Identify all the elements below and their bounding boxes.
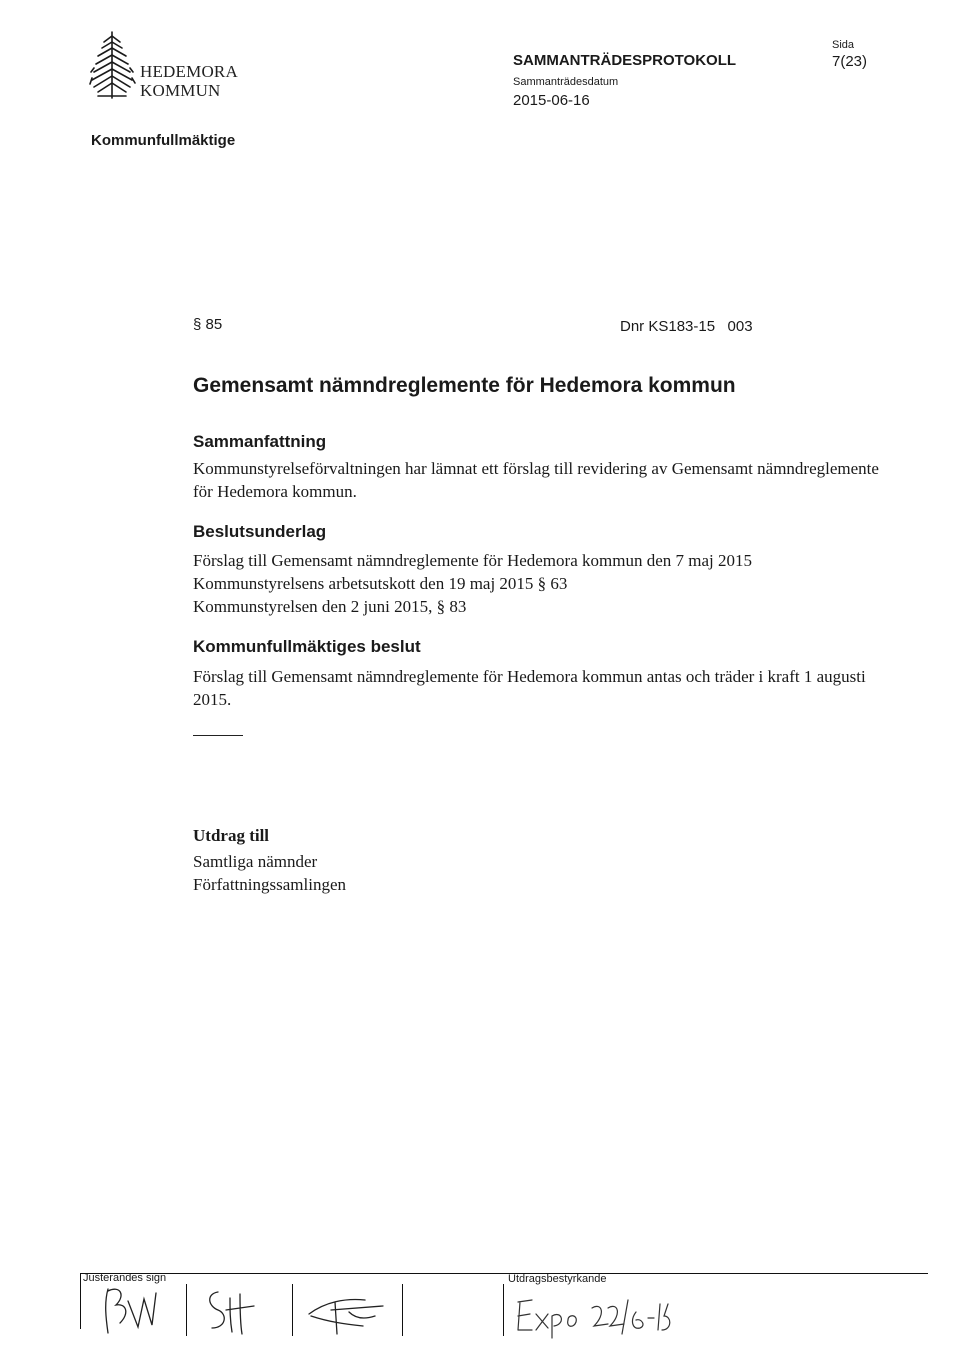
extract-recipient: Samtliga nämnder: [193, 852, 318, 871]
registration-number: Dnr KS183-15 003: [620, 318, 753, 335]
signature-divider: [292, 1284, 293, 1336]
page-label: Sida: [832, 39, 855, 51]
municipality-logo: [88, 28, 248, 98]
extract-heading: Utdrag till: [193, 826, 270, 845]
decision-text: Förslag till Gemensamt nämndreglemente för Hedemora kommun antas och träder i kraft 1 augusti 2015.: [193, 667, 866, 709]
handwritten-signature-1-icon: [98, 1283, 160, 1339]
basis-heading: Beslutsunderlag: [193, 522, 327, 541]
signature-divider: [186, 1284, 187, 1336]
document-type: SAMMANTRÄDESPROTOKOLL: [513, 52, 737, 69]
meeting-date-label: Sammanträdesdatum: [513, 76, 619, 88]
signature-divider: [503, 1284, 504, 1336]
decision-heading: Kommunfullmäktiges beslut: [193, 637, 421, 656]
extract-certification-label: Utdragsbestyrkande: [508, 1273, 607, 1285]
pine-tree-logo-icon: [88, 28, 140, 100]
summary-heading: Sammanfattning: [193, 432, 327, 451]
paragraph-number: § 85: [193, 316, 223, 333]
basis-item: Kommunstyrelsen den 2 juni 2015, § 83: [193, 597, 467, 616]
basis-item: Kommunstyrelsens arbetsutskott den 19 maj 2015 § 63: [193, 574, 568, 593]
footer-rule: [80, 1273, 928, 1274]
body-name: Kommunfullmäktige: [91, 132, 236, 149]
extract-list: [193, 850, 346, 896]
logo-text-line2: KOMMUN: [140, 81, 221, 100]
basis-item: Förslag till Gemensamt nämndreglemente för Hedemora kommun den 7 maj 2015: [193, 551, 752, 570]
handwritten-certification-signature-icon: [512, 1290, 672, 1340]
basis-list: [193, 549, 893, 618]
page-number: 7(23): [832, 53, 868, 70]
meeting-date: 2015-06-16: [513, 92, 590, 109]
summary-text: Kommunstyrelseförvaltningen har lämnat ett förslag till revidering av Gemensamt nämndreglemente för Hedemora kommun.: [193, 459, 879, 501]
decision-separator: [193, 735, 243, 736]
logo-text-line1: HEDEMORA: [140, 62, 238, 81]
handwritten-signature-2-icon: [200, 1284, 260, 1338]
signers-label: Justerandes sign: [83, 1272, 167, 1284]
extract-recipient: Författningssamlingen: [193, 875, 346, 894]
signature-divider: [402, 1284, 403, 1336]
paragraph-title: Gemensamt nämndreglemente för Hedemora kommun: [193, 374, 736, 397]
handwritten-signature-3-icon: [305, 1288, 395, 1338]
